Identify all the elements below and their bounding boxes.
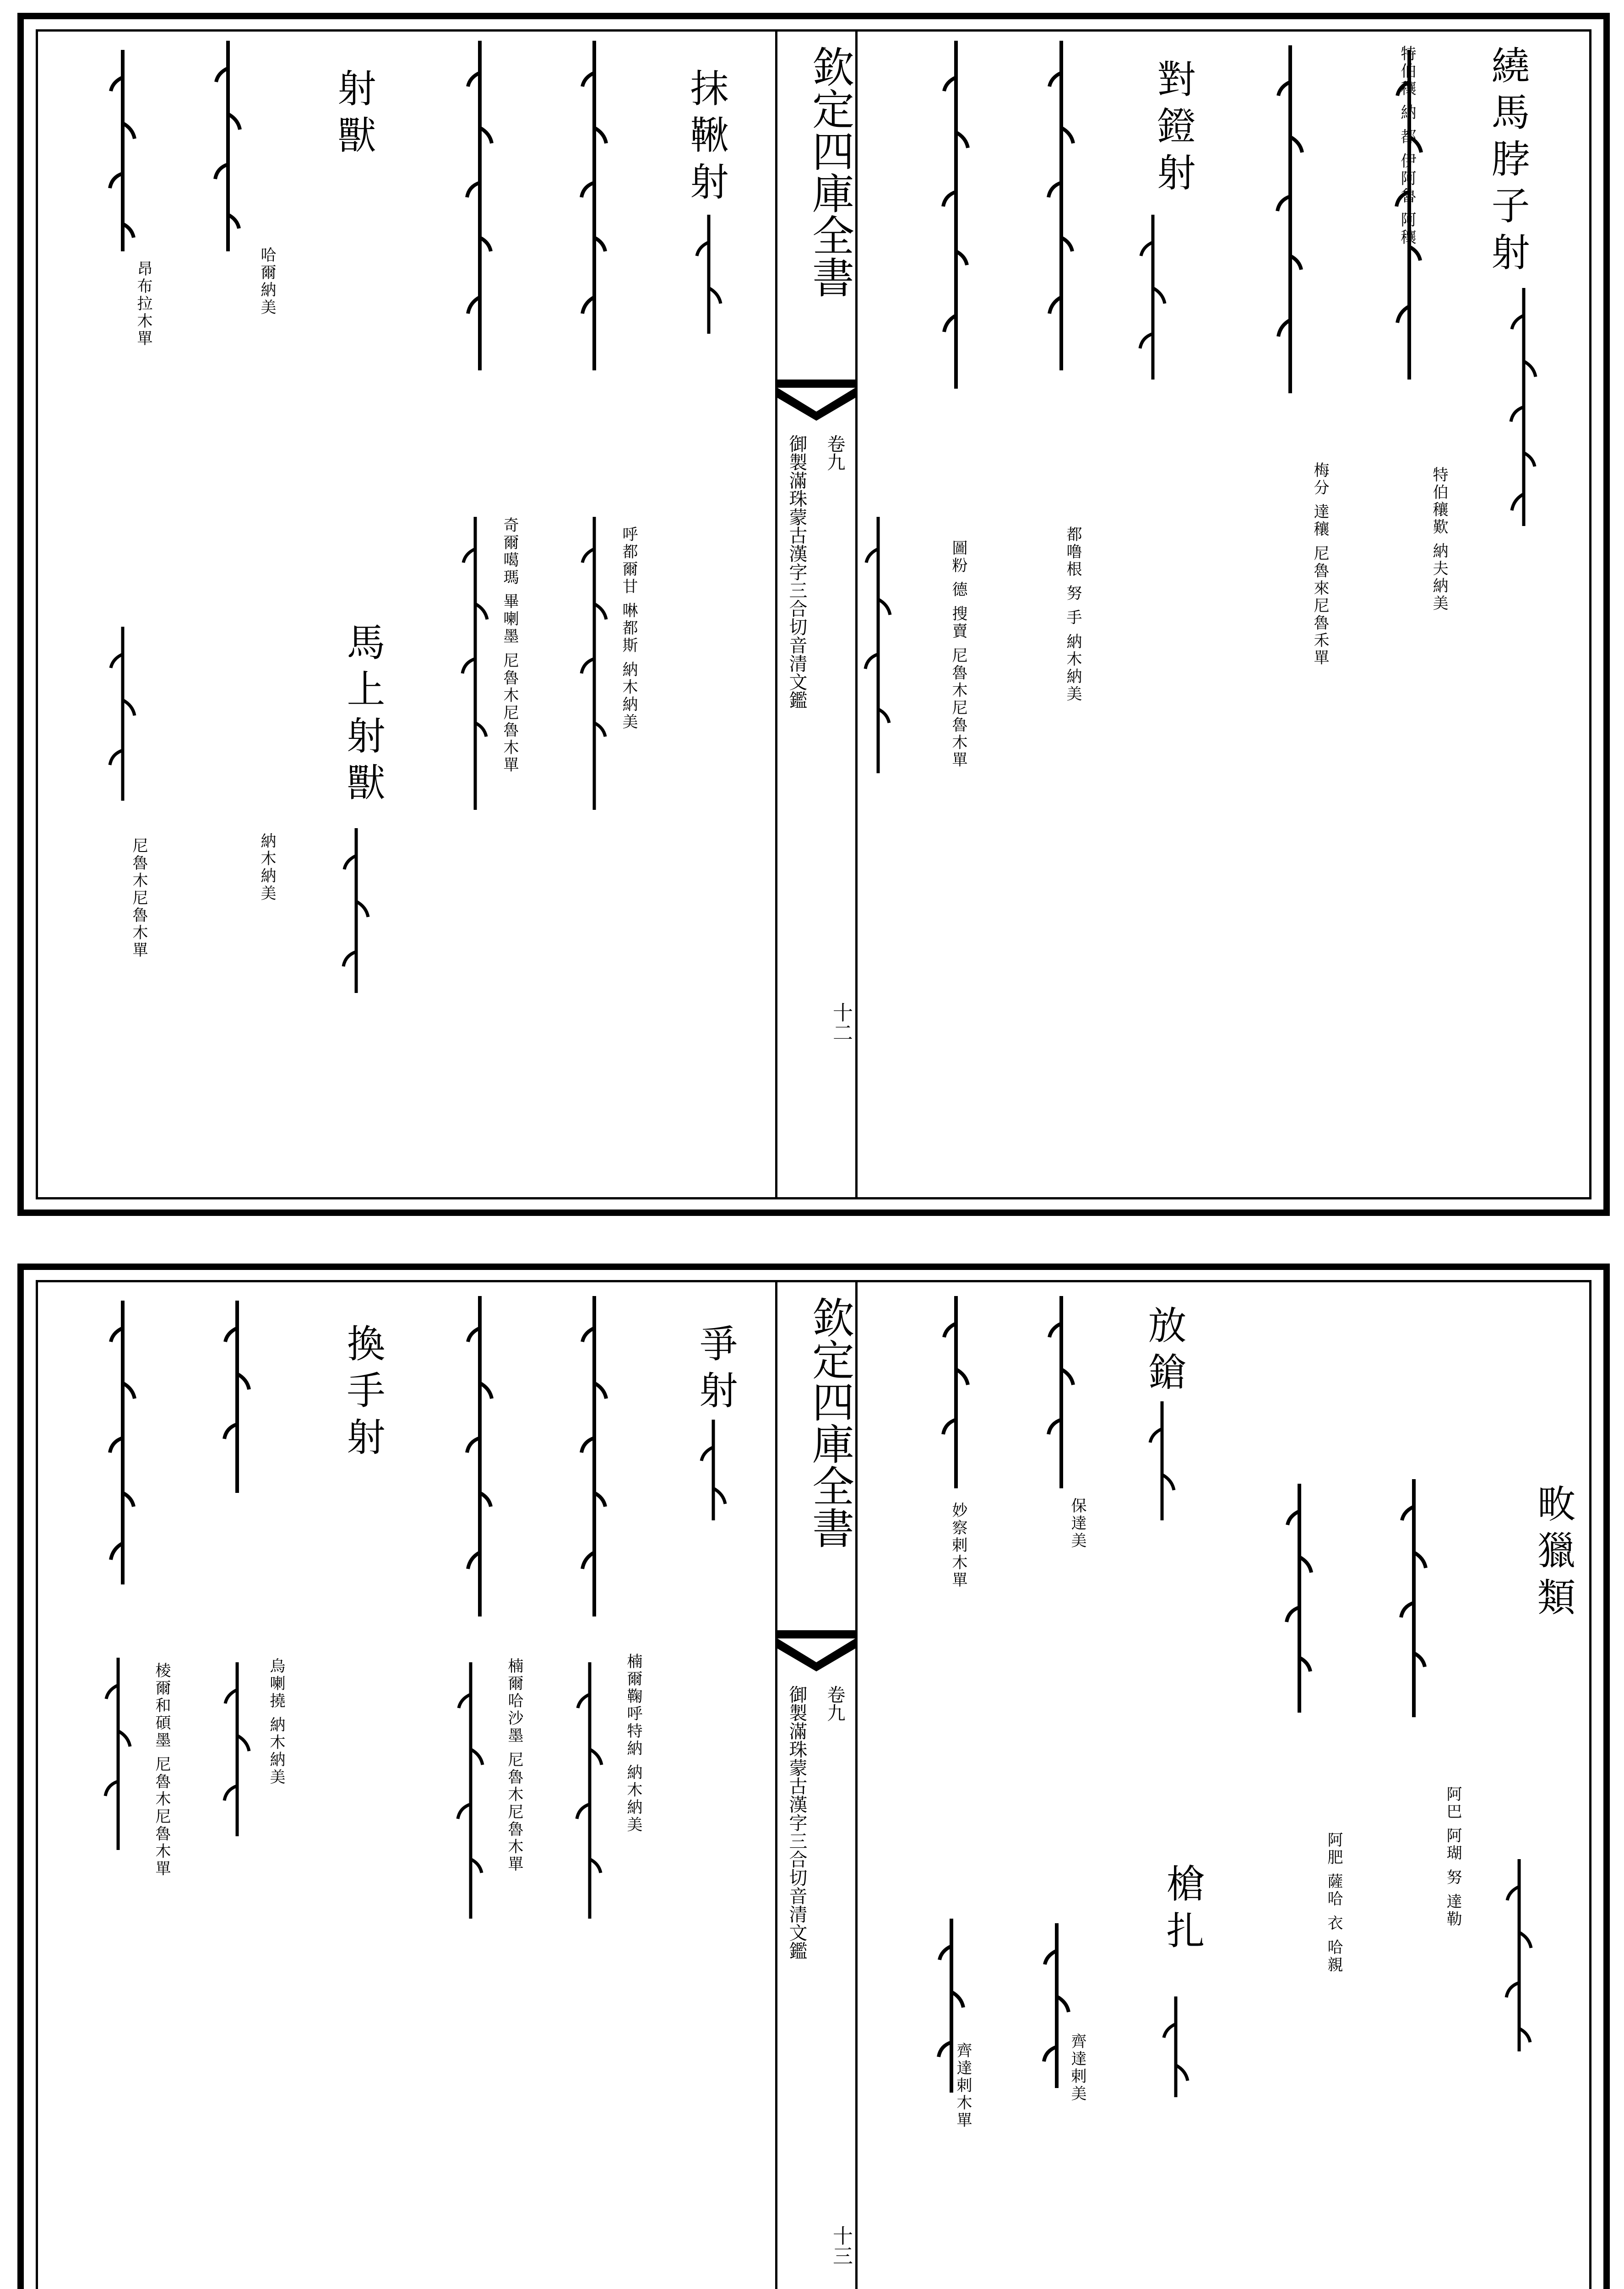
manchu-script-icon [102,1658,134,1850]
manchu-script-icon [1045,41,1077,370]
gloss-right-4: 圖粉 德 搜賣 尼魯木尼魯木單 [949,540,967,769]
heading-qiang-zha: 槍扎 [1160,1864,1205,1957]
gloss-bottom-right-6: 齊達剌木單 [954,2042,972,2129]
top-gutter-subtitle: 御製滿珠蒙古漢字三合切音清文鑑 [786,434,807,709]
manchu-script-icon [578,41,610,370]
gloss-bottom-left-3: 烏喇撓 納木納美 [267,1658,285,1786]
heading-ma-shang: 馬上射獸 [341,622,386,809]
top-page [17,13,1610,1216]
gloss-bottom-right-2: 阿肥 薩哈 衣 哈親 [1325,1832,1343,1974]
gloss-bottom-left-1: 楠爾鞠呼特納 納木納美 [624,1653,642,1834]
gloss-right-3: 都噜根 努 手 納木納美 [1064,526,1082,703]
bottom-gutter [775,1282,858,2289]
gloss-left-1: 呼都爾甘 啉都斯 納木納美 [619,526,638,731]
heading-fang-qiang: 放鎗 [1142,1305,1187,1399]
gloss-right-1: 特伯穰歎 納夫納美 [1430,466,1448,613]
top-gutter [775,32,858,1197]
bottom-page-frame [36,1280,1591,2289]
gloss-right-2: 梅分 達穰 尼魯來尼魯禾單 [1311,462,1329,667]
gloss-bottom-right-4: 妙察剌木單 [949,1502,967,1589]
heading-mo-qiu: 抹鞦射 [684,68,729,208]
gloss-right-5: 特伯穰 納 都 伊阿魯 阿穰 [1398,45,1416,247]
manchu-script-icon [455,1662,487,1919]
bottom-gutter-title: 欽定四庫全書 [805,1296,854,1549]
heading-zheng-she: 爭射 [693,1323,738,1417]
top-gutter-title: 欽定四庫全書 [805,45,854,298]
manchu-script-icon [940,41,972,389]
manchu-script-icon [1393,50,1425,380]
gloss-left-2: 奇爾噶瑪 畢喇墨 尼魯木尼魯木單 [500,517,519,774]
manchu-script-icon [574,1662,606,1919]
manchu-script-icon [940,1296,972,1488]
gloss-left-6: 尼魯木尼魯木單 [130,837,148,959]
manchu-script-icon [464,1296,496,1616]
top-gutter-volume: 卷九 [824,434,845,471]
gloss-bottom-left-4: 棱爾和碩墨 尼魯木尼魯木單 [152,1662,171,1878]
manchu-script-icon [212,41,244,251]
heading-dui-deng: 對鐙射 [1151,59,1196,199]
gloss-left-5: 納木納美 [258,833,276,902]
manchu-script-icon [1045,1296,1077,1488]
heading-she-shou: 射獸 [331,68,376,162]
bottom-gutter-volume: 卷九 [824,1685,845,1722]
manchu-script-icon [1146,1401,1178,1520]
manchu-script-icon [459,517,491,810]
manchu-script-icon [107,50,139,251]
manchu-script-icon [862,517,894,773]
heading-tian-lie: 畋獵類 [1531,1484,1576,1624]
manchu-script-icon [464,41,496,370]
bottom-gutter-folio: 十三 [829,2225,853,2266]
manchu-script-icon [693,215,725,334]
manchu-script-icon [1508,288,1540,526]
manchu-script-icon [1398,1479,1430,1717]
heading-huan-shou: 換手射 [341,1323,386,1464]
gloss-left-3: 哈爾納美 [258,247,276,316]
bottom-page [17,1264,1610,2289]
gloss-bottom-right-1: 阿巴 阿瑚 努 達勒 [1444,1786,1462,1928]
gloss-bottom-left-2: 楠爾哈沙墨 尼魯木尼魯木單 [505,1658,523,1873]
manchu-script-icon [697,1420,729,1520]
gloss-left-4: 昂布拉木單 [134,260,152,347]
manchu-script-icon [221,1301,253,1493]
manchu-script-icon [1137,215,1169,380]
manchu-script-icon [107,1301,139,1584]
gloss-bottom-right-5: 齊達剌美 [1068,2033,1086,2103]
manchu-script-icon [578,1296,610,1616]
bottom-gutter-subtitle: 御製滿珠蒙古漢字三合切音清文鑑 [786,1685,807,1960]
manchu-script-icon [340,828,372,993]
manchu-script-icon [1041,1923,1073,2088]
manchu-script-icon [935,1919,967,2093]
manchu-script-icon [221,1662,253,1836]
manchu-script-icon [578,517,610,810]
top-fishtail-icon [777,380,855,421]
manchu-script-icon [1283,1484,1315,1713]
manchu-script-icon [1160,1996,1192,2097]
manchu-script-icon [107,627,139,801]
manchu-script-icon [1274,45,1306,393]
bottom-fishtail-icon [777,1630,855,1671]
manchu-script-icon [1503,1859,1535,2051]
top-page-frame [36,29,1591,1199]
top-gutter-folio: 十二 [829,1002,853,1042]
gloss-bottom-right-3: 保達美 [1068,1497,1086,1550]
heading-rao-ma: 繞馬脖子射 [1485,45,1530,279]
